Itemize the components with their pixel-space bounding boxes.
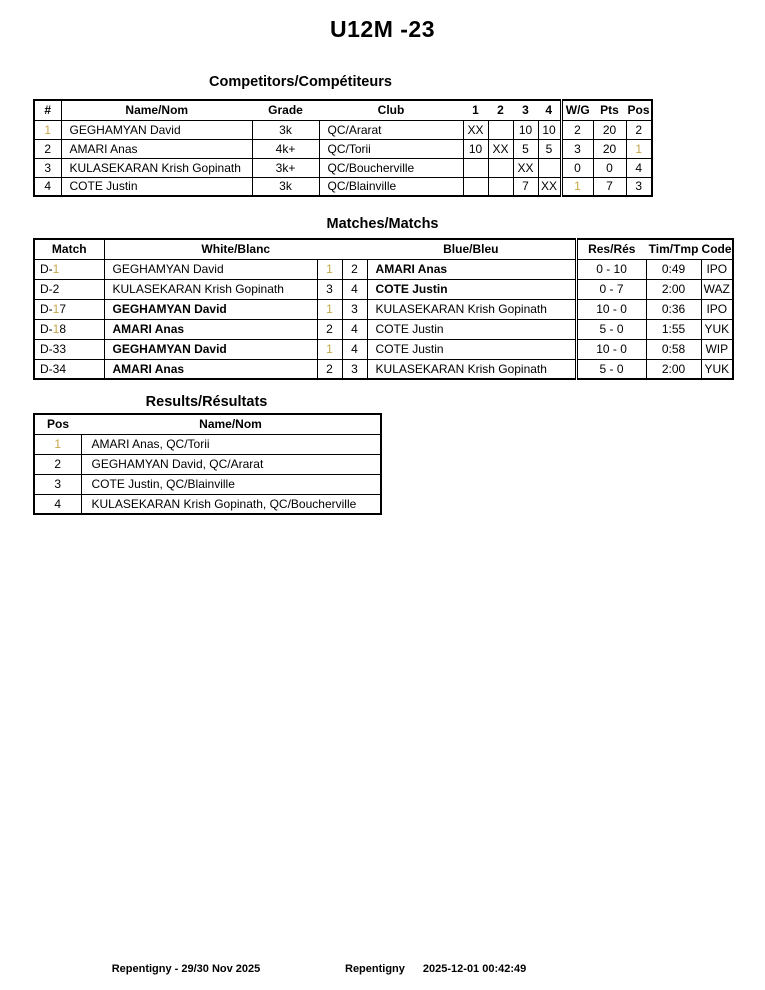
results-header-row (34, 414, 381, 434)
match-code: IPO (701, 259, 733, 279)
header-result: Res/Rés (576, 239, 646, 259)
match-row (34, 339, 733, 359)
blue-player-name: KULASEKARAN Krish Gopinath (367, 299, 576, 319)
competitor-grade: 3k (252, 177, 319, 196)
competitor-points: 20 (593, 139, 626, 158)
white-player-name: GEGHAMYAN David (104, 299, 317, 319)
score-vs-1 (463, 177, 488, 196)
blue-player-number: 2 (342, 259, 367, 279)
white-player-number: 1 (317, 299, 342, 319)
matches-header-row (34, 239, 733, 259)
competitor-position: 2 (626, 120, 652, 139)
blue-player-number: 4 (342, 319, 367, 339)
competitor-position: 1 (626, 139, 652, 158)
results-section-title: Results/Résultats (145, 394, 268, 410)
competitor-name: COTE Justin (61, 177, 252, 196)
blue-player-number: 4 (342, 279, 367, 299)
header-opp2: 2 (488, 100, 513, 120)
competitor-club: QC/Torii (319, 139, 463, 158)
header-opp4: 4 (538, 100, 561, 120)
match-time: 0:58 (646, 339, 701, 359)
white-player-name: GEGHAMYAN David (104, 339, 317, 359)
score-vs-3: 5 (513, 139, 538, 158)
match-result: 10 - 0 (576, 299, 646, 319)
match-code: WAZ (701, 279, 733, 299)
blue-player-name: COTE Justin (367, 279, 576, 299)
score-vs-1: 10 (463, 139, 488, 158)
competitor-number: 1 (34, 120, 61, 139)
header-name: Name/Nom (81, 414, 381, 434)
competitor-wins: 1 (561, 177, 593, 196)
header-time: Tim/Tmp (646, 239, 701, 259)
competitor-points: 7 (593, 177, 626, 196)
match-time: 0:36 (646, 299, 701, 319)
competitor-club: QC/Blainville (319, 177, 463, 196)
match-id: D-18 (34, 319, 104, 339)
white-player-number: 1 (317, 339, 342, 359)
match-result: 0 - 7 (576, 279, 646, 299)
competitors-section-title: Competitors/Compétiteurs (209, 74, 392, 90)
competitor-wins: 2 (561, 120, 593, 139)
competitor-number: 2 (34, 139, 61, 158)
white-player-name: AMARI Anas (104, 359, 317, 379)
result-row (34, 434, 381, 454)
header-position: Pos (626, 100, 652, 120)
competitor-grade: 3k+ (252, 158, 319, 177)
competitor-grade: 3k (252, 120, 319, 139)
white-player-number: 1 (317, 259, 342, 279)
blue-player-name: COTE Justin (367, 319, 576, 339)
white-player-name: AMARI Anas (104, 319, 317, 339)
competitor-position: 4 (626, 158, 652, 177)
competitor-grade: 4k+ (252, 139, 319, 158)
white-player-name: GEGHAMYAN David (104, 259, 317, 279)
score-vs-3: XX (513, 158, 538, 177)
competitor-number: 3 (34, 158, 61, 177)
match-result: 5 - 0 (576, 319, 646, 339)
competitor-wins: 0 (561, 158, 593, 177)
score-vs-3: 7 (513, 177, 538, 196)
footer-event-date: Repentigny - 29/30 Nov 2025 (111, 963, 261, 975)
header-name: Name/Nom (61, 100, 252, 120)
match-id: D-17 (34, 299, 104, 319)
blue-player-number: 3 (342, 299, 367, 319)
score-vs-4: 10 (538, 120, 561, 139)
result-name: GEGHAMYAN David, QC/Ararat (81, 454, 381, 474)
result-position: 2 (34, 454, 81, 474)
blue-player-name: COTE Justin (367, 339, 576, 359)
result-name: AMARI Anas, QC/Torii (81, 434, 381, 454)
match-row (34, 259, 733, 279)
match-row (34, 279, 733, 299)
competitor-number: 4 (34, 177, 61, 196)
competitor-position: 3 (626, 177, 652, 196)
header-wins: W/G (561, 100, 593, 120)
score-vs-4: XX (538, 177, 561, 196)
match-time: 1:55 (646, 319, 701, 339)
matches-section-title: Matches/Matchs (326, 216, 439, 232)
score-vs-4 (538, 158, 561, 177)
white-player-number: 2 (317, 319, 342, 339)
match-row (34, 299, 733, 319)
header-position: Pos (34, 414, 81, 434)
header-white: White/Blanc (104, 239, 367, 259)
blue-player-name: KULASEKARAN Krish Gopinath (367, 359, 576, 379)
competitor-row (34, 158, 652, 177)
header-points: Pts (593, 100, 626, 120)
score-vs-2 (488, 158, 513, 177)
result-row (34, 474, 381, 494)
header-grade: Grade (252, 100, 319, 120)
match-row (34, 359, 733, 379)
result-name: KULASEKARAN Krish Gopinath, QC/Boucherville (81, 494, 381, 514)
results-table (33, 413, 382, 515)
header-match: Match (34, 239, 104, 259)
blue-player-number: 4 (342, 339, 367, 359)
result-position: 3 (34, 474, 81, 494)
match-time: 0:49 (646, 259, 701, 279)
match-result: 5 - 0 (576, 359, 646, 379)
score-vs-2 (488, 177, 513, 196)
header-number: # (34, 100, 61, 120)
competitors-header-row (34, 100, 652, 120)
matches-table (33, 238, 734, 380)
score-vs-1: XX (463, 120, 488, 139)
competitor-points: 20 (593, 120, 626, 139)
footer-timestamp: 2025-12-01 00:42:49 (422, 963, 527, 975)
white-player-name: KULASEKARAN Krish Gopinath (104, 279, 317, 299)
header-club: Club (319, 100, 463, 120)
competitor-row (34, 177, 652, 196)
header-opp1: 1 (463, 100, 488, 120)
result-row (34, 494, 381, 514)
score-vs-3: 10 (513, 120, 538, 139)
score-vs-1 (463, 158, 488, 177)
competitor-row (34, 139, 652, 158)
competitor-name: KULASEKARAN Krish Gopinath (61, 158, 252, 177)
competitor-name: GEGHAMYAN David (61, 120, 252, 139)
match-result: 0 - 10 (576, 259, 646, 279)
page-title: U12M -23 (330, 16, 435, 42)
competitors-table (33, 99, 653, 197)
blue-player-name: AMARI Anas (367, 259, 576, 279)
match-result: 10 - 0 (576, 339, 646, 359)
match-code: YUK (701, 359, 733, 379)
score-vs-2: XX (488, 139, 513, 158)
competitor-club: QC/Boucherville (319, 158, 463, 177)
result-row (34, 454, 381, 474)
header-code: Code (701, 239, 733, 259)
result-name: COTE Justin, QC/Blainville (81, 474, 381, 494)
header-blue: Blue/Bleu (367, 239, 576, 259)
score-vs-4: 5 (538, 139, 561, 158)
match-time: 2:00 (646, 279, 701, 299)
competitor-name: AMARI Anas (61, 139, 252, 158)
competitor-row (34, 120, 652, 139)
match-id: D-1 (34, 259, 104, 279)
competitor-club: QC/Ararat (319, 120, 463, 139)
result-position: 4 (34, 494, 81, 514)
match-code: WIP (701, 339, 733, 359)
match-time: 2:00 (646, 359, 701, 379)
white-player-number: 3 (317, 279, 342, 299)
match-code: YUK (701, 319, 733, 339)
score-vs-2 (488, 120, 513, 139)
footer-print-info (345, 963, 526, 975)
match-code: IPO (701, 299, 733, 319)
match-id: D-2 (34, 279, 104, 299)
result-position: 1 (34, 434, 81, 454)
header-opp3: 3 (513, 100, 538, 120)
match-row (34, 319, 733, 339)
competitor-wins: 3 (561, 139, 593, 158)
blue-player-number: 3 (342, 359, 367, 379)
footer-venue: Repentigny (345, 963, 405, 975)
match-id: D-34 (34, 359, 104, 379)
white-player-number: 2 (317, 359, 342, 379)
competitor-points: 0 (593, 158, 626, 177)
match-id: D-33 (34, 339, 104, 359)
